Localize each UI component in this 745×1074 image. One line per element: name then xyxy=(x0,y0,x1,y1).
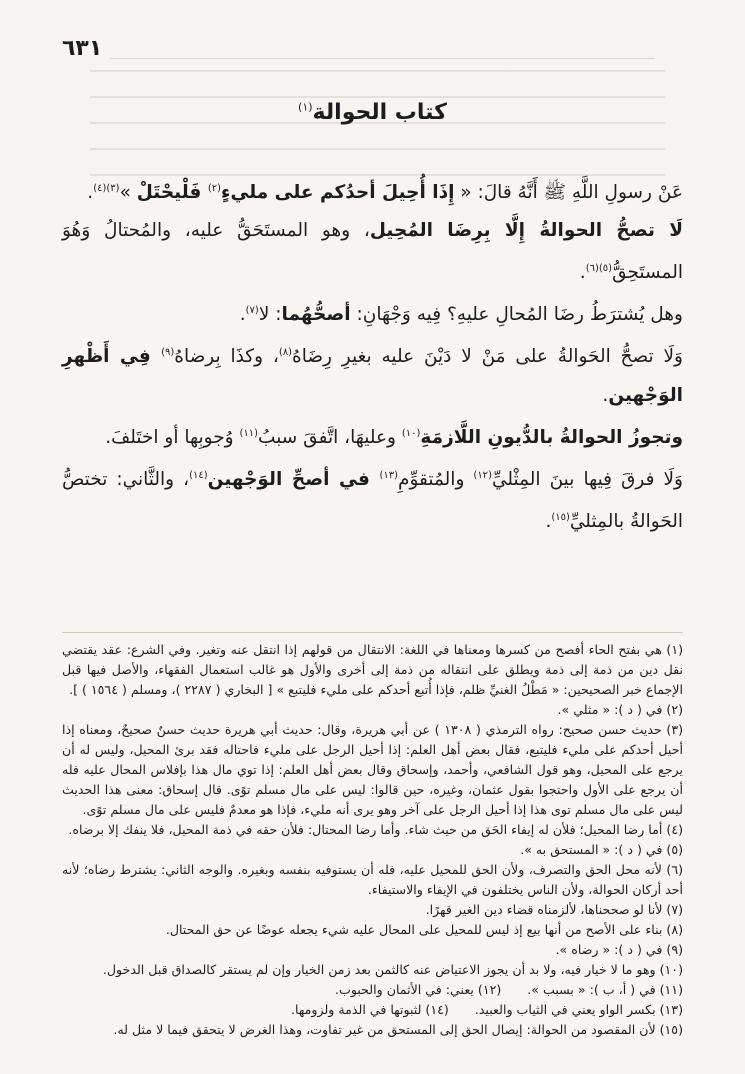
footnote-marker: (١٣) xyxy=(379,469,399,481)
footnotes xyxy=(62,640,683,1040)
footnote-marker: (١٤) xyxy=(189,469,208,481)
text-segment: أصحُّهُما xyxy=(281,304,351,326)
footnote-marker: (١٢) xyxy=(473,469,492,481)
text-segment: عَنْ رسولِ اللَّهِ ﷺ أَنَّهُ قالَ: « xyxy=(454,182,683,204)
footnote: (١٠) وهو ما لا خيار فيه، ولا بد أن يجوز الاعتياض عنه كالثمن بعد زمن الخيار وإن لم يستقر كالصداق قبل الدخول. xyxy=(102,962,683,977)
footnote: (٩) في ( د ): « رضاه ». xyxy=(555,942,683,957)
footnote-marker: (١٠) xyxy=(401,427,421,439)
text-segment: . xyxy=(602,384,609,406)
footnote: (٧) لأنا لو صححناها، لألزمناه قضاء دين الغير قهرًا. xyxy=(425,902,683,917)
footnote: (٥) في ( د ): « المستحق به ». xyxy=(520,842,683,857)
main-paragraph xyxy=(62,334,683,414)
text-segment: . xyxy=(239,304,246,326)
text-segment: وُجوبِها أو اختَلفَ. xyxy=(105,426,240,448)
header-rule xyxy=(110,58,655,59)
chapter-title-text: كتاب الحوالة xyxy=(312,100,447,125)
footnote-list xyxy=(62,640,683,980)
footnote: (١٣) بكسر الواو يعني في الثياب والعبيد. xyxy=(474,1002,683,1017)
text-segment: . xyxy=(545,511,552,533)
chapter-title-note: (١) xyxy=(298,100,313,114)
footnote: (١٥) لأن المقصود من الحوالة: إيصال الحق إلى المستحق من غير تفاوت، وهذا الغرض لا يتحقق فيما لا مثل له. xyxy=(113,1022,683,1037)
footnote: (٦) لأنه محل الحق والتصرف، ولأن الحق للمحيل عليه، فله أن يستوفيه بنفسه وبغيره. والوجه الثاني: يشترط رضاه؛ لأنه أحد أركان الحوالة، ولأن الناس يختلفون في الإيفاء والاستيفاء. xyxy=(62,862,683,897)
footnote: (١٤) لثبوتها في الذمة ولزومها. xyxy=(291,1002,449,1017)
footnote-marker: (١٥) xyxy=(551,511,570,523)
main-paragraph xyxy=(62,415,683,457)
text-segment: وعليهَا، اتَّفقَ سببُ xyxy=(258,426,402,448)
footnote: (١١) في ( أ، ب ): « بسبب ». xyxy=(527,982,683,997)
text-segment: . xyxy=(87,182,94,204)
text-segment: . xyxy=(579,262,586,284)
text-segment: وهل يُشترَطُ رضَا المُحالِ عليهِ؟ فِيه وَجْهَانِ: xyxy=(350,304,683,326)
footnote-marker: (٣)(٤) xyxy=(93,183,120,194)
main-paragraph xyxy=(62,457,683,541)
footnote-separator xyxy=(62,632,683,633)
footnote: (١٢) يعني: في الأثمان والحبوب. xyxy=(334,982,502,997)
footnote-marker: (٨) xyxy=(278,347,293,359)
text-segment: في أصحِّ الوَجْهين xyxy=(207,468,380,490)
footnote: (٨) بناء على الأصح من أنها بيع إذ ليس للمحيل على المحال عليه شيء يجعله عوضًا عن حق المحتال. xyxy=(165,922,683,937)
main-paragraph xyxy=(62,170,683,212)
text-segment: فَلْيحْتَلْ xyxy=(136,182,208,204)
main-text xyxy=(62,170,683,541)
footnote-pair xyxy=(62,1000,683,1020)
text-segment: وتجوزُ الحوالةُ بالدُّيونِ اللَّازمَةِ xyxy=(420,426,683,448)
footnote-marker: (١١) xyxy=(239,427,259,439)
text-segment: إِذَا أُحِيلَ أحدُكم على مليءٍ xyxy=(221,182,455,204)
text-segment: وَلَا تصحُّ الحَوالةُ على مَنْ لا دَيْنَ عليه بغيرِ رِضَاهُ xyxy=(292,346,683,368)
text-segment: » xyxy=(119,182,137,204)
footnote: (٢) في ( د ): « مثلي ». xyxy=(557,702,683,717)
text-segment: فِي أَظْهرِ الوَجْهين xyxy=(62,346,683,406)
main-paragraph xyxy=(62,292,683,334)
footnote-marker: (٢) xyxy=(207,183,222,194)
page-number: ٦٣١ xyxy=(62,36,103,61)
text-segment: ، والثَّاني: تختصُّ الحَوالةُ بالمِثليِّ xyxy=(62,468,683,533)
footnote: (٣) حديث حسن صحيح: رواه الترمذي ( ١٣٠٨ ) عن أبي هريرة، وقال: حديث أبي هريرة حديث حسنٌ صحيحٌ، ومعناه إذا أحيل أحدكم على مليء فليتبع، فقال بعض أهل العلم: إذا أحيل الرجل على مليء فاحتاله فقد برئ المحيل، وليس له أن يرجع على المحيل، وهو قول الشافعي، وأحمد، وإسحاق وقال بعض أهل العلم: إذا توي مال هذا بإفلاس المحال عليه فله أن يرجع على الأول واحتجوا بقول عثمان، وغيره، حين قالوا: ليس على مال مسلم توًى. قال إسحاق: معنى هذا الحديث ليس على مال مسلم توى هذا إذا أحيل الرجل على آخر وهو يرى أنه مليء، فإذا هو معدمٌ فليس على مال مسلم توًى. xyxy=(62,722,683,817)
chapter-title xyxy=(0,100,745,125)
text-segment: والمُتقوِّمِ xyxy=(398,468,474,490)
text-segment: لَا تصحُّ الحوالةُ إِلَّا بِرِضَا المُحِيل xyxy=(369,220,683,242)
text-segment: ، وهو المستَحَقُّ عليه، والمُحتالُ وَهُوَ المستَحِقُّ xyxy=(62,220,683,284)
footnote-marker: (٧) xyxy=(245,305,259,317)
footnote-marker: (٩) xyxy=(161,347,175,359)
footnote-pair xyxy=(62,980,683,1000)
footnote-marker: (٥)(٦) xyxy=(585,263,613,275)
footnote: (٤) أما رضا المحيل؛ فلأن له إيفاء الحَق من حيث شاء. وأما رضا المحتال: فلأن حقه في ذمة المحيل، فلا ينفك إلا برضاه. xyxy=(68,822,683,837)
footnote: (١) هي بفتح الحاء أفصح من كسرها ومعناها في اللغة: الانتقال من قولهم إذا انتقل عنه وتغير. وفي الشرع: عقد يقتضي نقل دين من ذمة إلى ذمة ويطلق على انتقاله من ذمة إلى أخرى والأول هو غالب استعمال الفقهاء، والأصل فيها قبل الإجماع خبر الصحيحين: « مَطْلُ الغنيِّ ظلم، فإذا أُتبع أحدكم على مليء فليتبع » [ البخاري ( ٢٢٨٧ )، ومسلم ( ١٥٦٤ ) ]. xyxy=(62,642,683,697)
main-paragraph xyxy=(62,212,683,292)
text-segment: ، وكذَا بِرضاهُ xyxy=(174,346,279,368)
text-segment: وَلَا فرقَ فِيها بينَ المِثْليِّ xyxy=(491,468,683,490)
text-segment: : لا xyxy=(258,304,282,326)
